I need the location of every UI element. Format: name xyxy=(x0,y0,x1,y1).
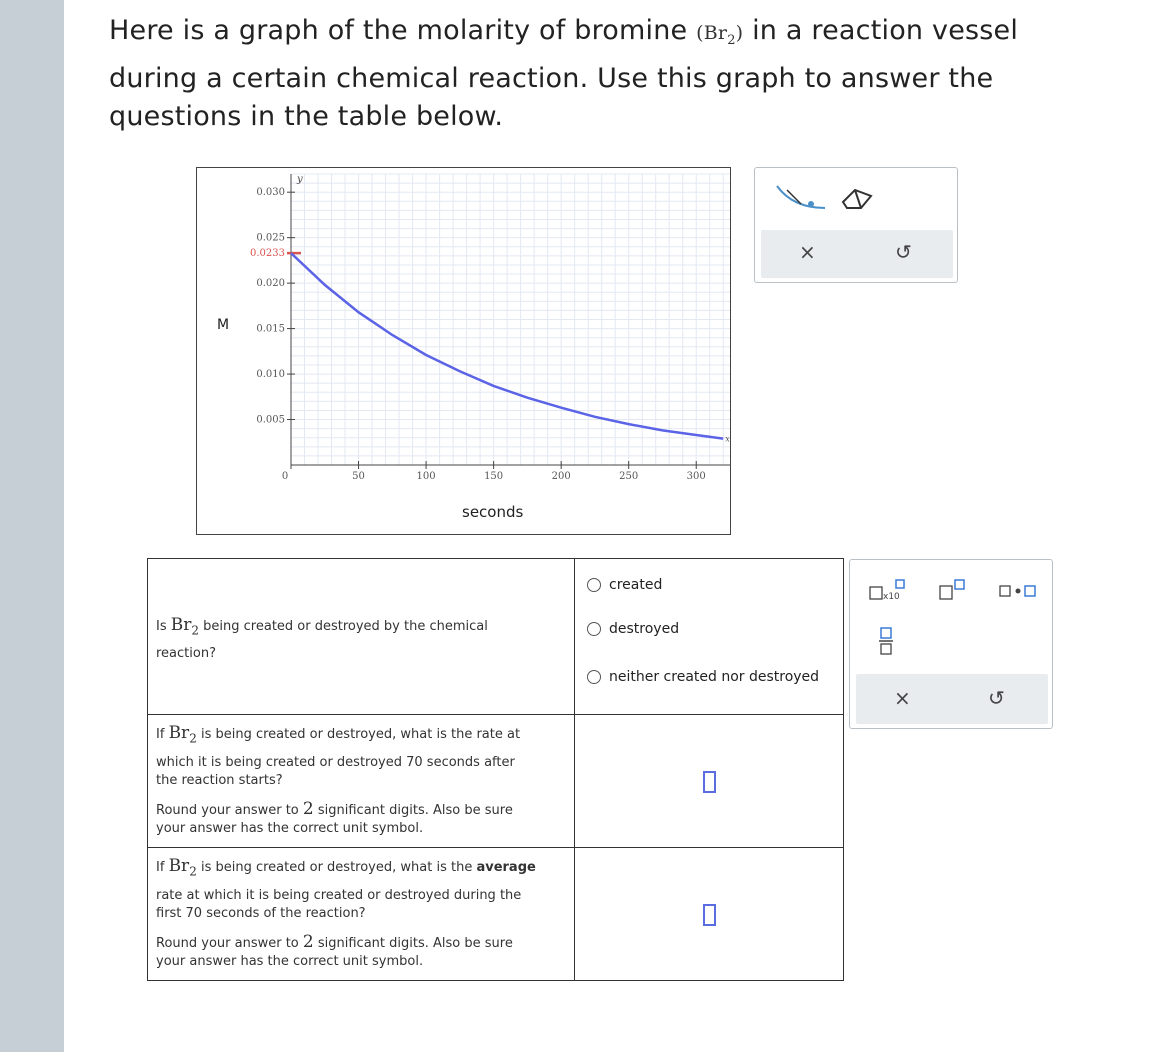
question-table xyxy=(147,558,844,981)
y-tick-label: 0.020 xyxy=(256,278,285,290)
x-axis-symbol: x xyxy=(725,434,730,444)
molarity-chart[interactable] xyxy=(197,168,732,536)
intro-line1-end: in a reaction vessel xyxy=(752,15,1019,46)
x-tick-label: 250 xyxy=(619,471,639,482)
radio-destroyed[interactable] xyxy=(587,622,601,636)
x-tick-label: 0 xyxy=(281,471,289,482)
radio-created[interactable] xyxy=(587,578,601,592)
question-3-cell: If $Br_2$ is being created or destroyed, what is the average rate at which it is being created or destroyed during the first 70 seconds of the reaction? Round your answer to 2 significant digits. Also be sure your answer has the correct unit symbol. xyxy=(148,848,575,981)
average-rate-input[interactable] xyxy=(703,904,716,926)
option-created[interactable]: created xyxy=(587,577,662,593)
answer-2-cell xyxy=(575,715,844,848)
q1-formula: $Br_2$ xyxy=(170,614,200,638)
graph-panel[interactable] xyxy=(196,167,731,535)
scientific-notation-button[interactable] xyxy=(868,578,908,605)
svg-text:x10: x10 xyxy=(883,592,900,602)
graph-tool-tray xyxy=(761,230,953,278)
undo-graph-button[interactable]: ↺ xyxy=(895,240,912,264)
answer-3-cell xyxy=(575,848,844,981)
y-tick-label: 0.015 xyxy=(256,323,285,335)
y-tick-label: 0.025 xyxy=(256,232,285,244)
curve-icon[interactable] xyxy=(773,182,829,215)
clear-graph-button[interactable]: × xyxy=(799,240,816,264)
option-destroyed[interactable]: destroyed xyxy=(587,621,679,637)
intro-text xyxy=(109,12,1069,136)
graph-tool-panel xyxy=(754,167,958,283)
y-tick-label: 0.030 xyxy=(256,187,285,199)
eraser-icon[interactable] xyxy=(839,186,875,215)
initial-value-label: 0.0233 xyxy=(250,248,285,260)
fraction-button[interactable] xyxy=(878,626,894,659)
left-sidebar xyxy=(0,0,64,1052)
bromine-formula: $(Br_2)$ xyxy=(696,22,744,48)
question-1-cell: Is $Br_2$ being created or destroyed by the chemical reaction? xyxy=(148,559,575,715)
intro-line1-start: Here is a graph of the molarity of bromine xyxy=(109,15,688,46)
undo-answer-button[interactable]: ↺ xyxy=(988,686,1005,710)
y-tick-label: 0.005 xyxy=(256,414,285,426)
y-unit-label: M xyxy=(217,317,230,333)
math-tool-panel xyxy=(849,559,1053,729)
y-axis-symbol: y xyxy=(297,174,303,185)
x-tick-label: 150 xyxy=(484,471,504,482)
x-tick-label: 300 xyxy=(686,471,706,482)
y-tick-label: 0.010 xyxy=(256,369,285,381)
question-2-cell: If $Br_2$ is being created or destroyed, what is the rate at which it is being created or destroyed 70 seconds after the reaction starts? Round your answer to 2 significant digits. Also be sure your answer has the correct unit symbol. xyxy=(148,715,575,848)
answer-1-cell xyxy=(575,559,844,715)
math-tool-tray xyxy=(856,674,1048,724)
option-neither[interactable]: neither created nor destroyed xyxy=(587,669,819,685)
superscript-button[interactable] xyxy=(938,578,968,605)
x-tick-label: 50 xyxy=(352,471,365,482)
clear-answer-button[interactable]: × xyxy=(894,686,911,710)
multiply-dot-button[interactable] xyxy=(998,582,1038,603)
x-axis-label: seconds xyxy=(462,503,524,521)
intro-line3: questions in the table below. xyxy=(109,100,504,132)
rate-at-70s-input[interactable] xyxy=(703,771,716,793)
x-tick-label: 100 xyxy=(416,471,436,482)
radio-neither[interactable] xyxy=(587,670,601,684)
x-tick-label: 200 xyxy=(551,471,571,482)
intro-line2: during a certain chemical reaction. Use this graph to answer the xyxy=(109,62,994,94)
